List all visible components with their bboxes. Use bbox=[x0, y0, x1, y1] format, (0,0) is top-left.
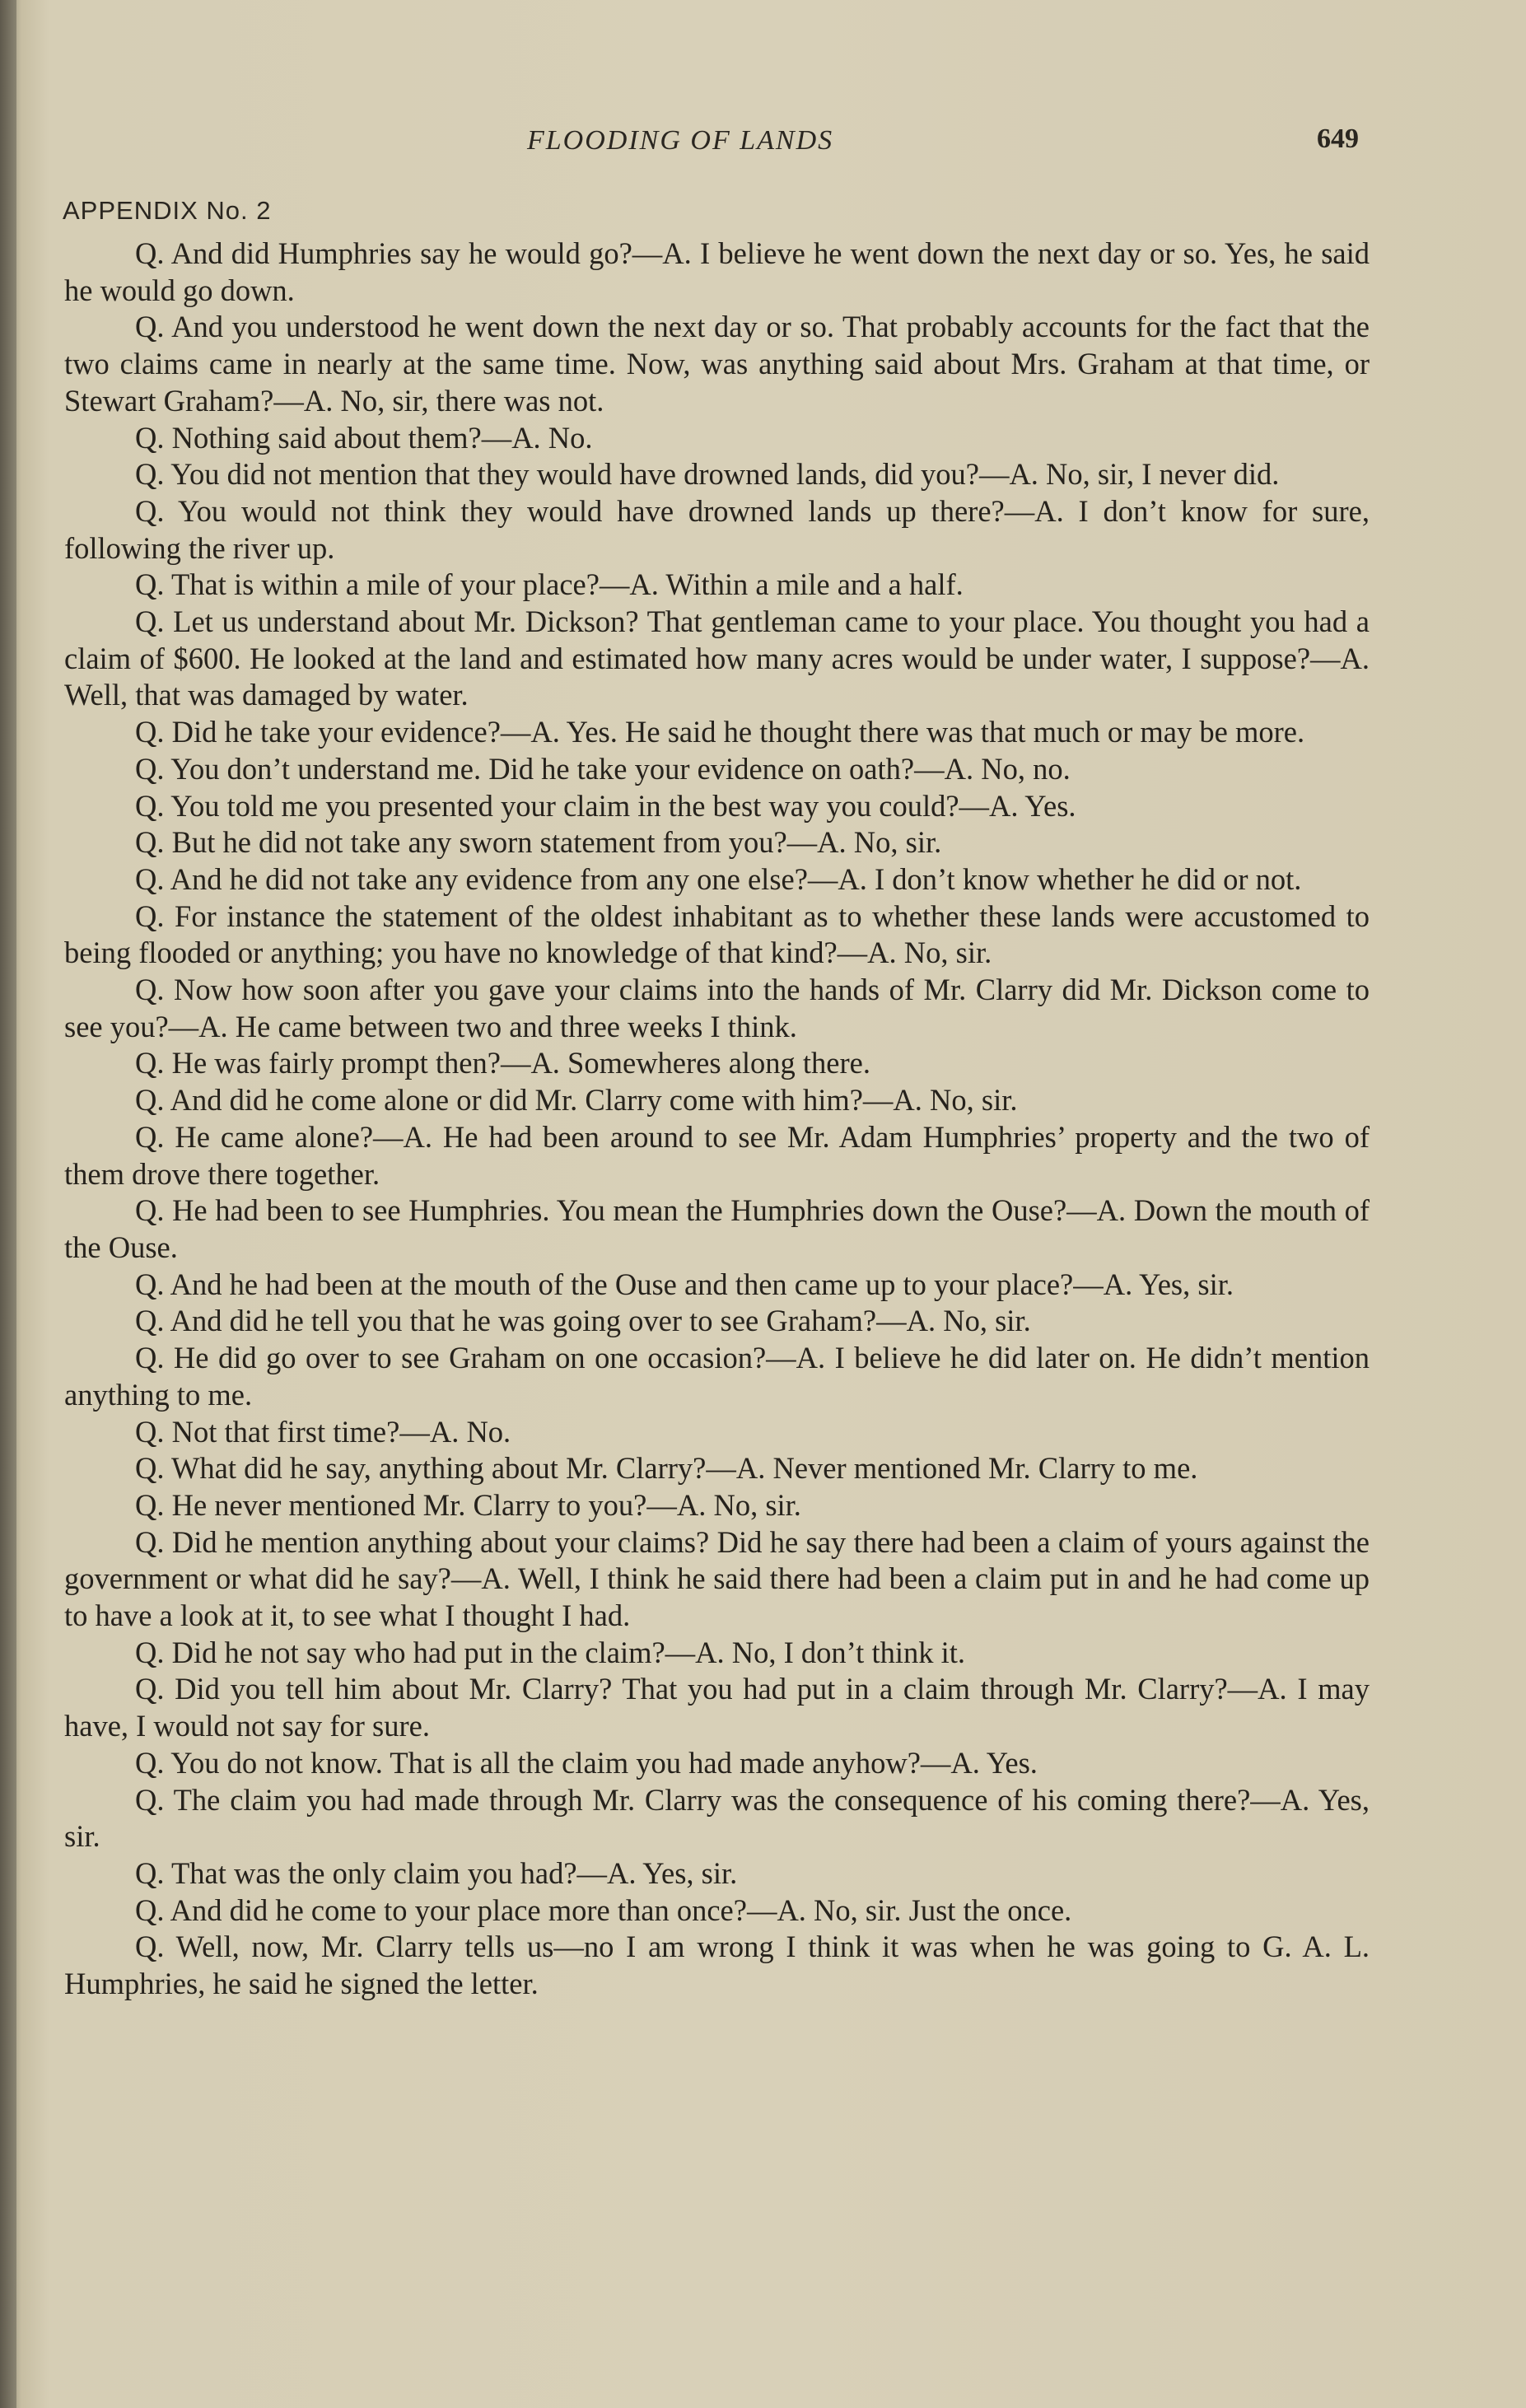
testimony-paragraph: Q. You do not know. That is all the claim you had made anyhow?—A. Yes. bbox=[135, 1745, 1038, 1780]
testimony-paragraph: Q. Now how soon after you gave your claims into the hands of Mr. Clarry did Mr. Dickson come to see you?—A. He came between two and three weeks I think. bbox=[64, 973, 1370, 1043]
testimony-paragraph: Q. You told me you presented your claim in the best way you could?—A. Yes. bbox=[135, 788, 1076, 823]
page-number: 649 bbox=[1317, 124, 1359, 154]
testimony-paragraph: Q. He never mentioned Mr. Clarry to you?—A. No, sir. bbox=[135, 1487, 801, 1522]
testimony-paragraph: Q. And he did not take any evidence from any one else?—A. I don’t know whether he did or not. bbox=[135, 861, 1302, 896]
testimony-paragraph: Q. And did he tell you that he was going over to see Graham?—A. No, sir. bbox=[135, 1304, 1031, 1338]
testimony-paragraph: Q. Did you tell him about Mr. Clarry? That you had put in a claim through Mr. Clarry?—A. I may have, I would not say for sure. bbox=[64, 1672, 1370, 1743]
testimony-paragraph: Q. You would not think they would have drowned lands up there?—A. I don’t know for sure, following the river up. bbox=[64, 493, 1370, 565]
book-spine-shadow bbox=[0, 0, 16, 2408]
testimony-paragraph: Q. He did go over to see Graham on one occasion?—A. I believe he did later on. He didn’t mention anything to me. bbox=[64, 1341, 1370, 1412]
testimony-paragraph: Q. He had been to see Humphries. You mean the Humphries down the Ouse?—A. Down the mouth of the Ouse. bbox=[64, 1193, 1370, 1264]
testimony-paragraph: Q. And did Humphries say he would go?—A. I believe he went down the next day or so. Yes, he said he would go down. bbox=[64, 236, 1370, 307]
testimony-paragraph: Q. Did he take your evidence?—A. Yes. He said he thought there was that much or may be more. bbox=[135, 715, 1305, 749]
testimony-paragraph: Q. That was the only claim you had?—A. Yes, sir. bbox=[135, 1855, 738, 1890]
testimony-paragraph: Q. He came alone?—A. He had been around to see Mr. Adam Humphries’ property and the two of them drove there together. bbox=[64, 1119, 1370, 1191]
testimony-paragraph: Q. He was fairly prompt then?—A. Somewheres along there. bbox=[135, 1046, 870, 1080]
testimony-paragraph: Q. And did he come alone or did Mr. Clarry come with him?—A. No, sir. bbox=[135, 1083, 1018, 1118]
testimony-paragraph: Q. Let us understand about Mr. Dickson? That gentleman came to your place. You thought you had a claim of $600. He looked at the land and estimated how many acres would be under water, I suppose?—A. Well, that was damaged by water. bbox=[64, 604, 1370, 712]
testimony-paragraph: Q. That is within a mile of your place?—A. Within a mile and a half. bbox=[135, 567, 964, 602]
testimony-paragraph: Q. Did he not say who had put in the claim?—A. No, I don’t think it. bbox=[135, 1635, 966, 1669]
testimony-paragraph: Q. And did he come to your place more than once?—A. No, sir. Just the once. bbox=[135, 1892, 1072, 1927]
testimony-paragraph: Q. What did he say, anything about Mr. Clarry?—A. Never mentioned Mr. Clarry to me. bbox=[135, 1451, 1198, 1486]
testimony-paragraph: Q. Not that first time?—A. No. bbox=[135, 1414, 511, 1449]
testimony-paragraph: Q. But he did not take any sworn statement from you?—A. No, sir. bbox=[135, 825, 942, 860]
testimony-paragraph: Q. The claim you had made through Mr. Clarry was the consequence of his coming there?—A. Yes, sir. bbox=[64, 1782, 1370, 1854]
appendix-label: APPENDIX No. 2 bbox=[63, 196, 272, 225]
testimony-body bbox=[64, 236, 1370, 2003]
testimony-paragraph: Q. Nothing said about them?—A. No. bbox=[135, 420, 593, 455]
testimony-paragraph: Q. Did he mention anything about your claims? Did he say there had been a claim of yours against the government or what did he say?—A. Well, I think he said there had been a claim put in and he had come up to have a look at it, to see what I thought I had. bbox=[64, 1524, 1370, 1633]
testimony-paragraph: Q. And you understood he went down the next day or so. That probably accounts for the fact that the two claims came in nearly at the same time. Now, was anything said about Mrs. Graham at that time, or Stewart Graham?—A. No, sir, there was not. bbox=[64, 310, 1370, 418]
testimony-paragraph: Q. And he had been at the mouth of the Ouse and then came up to your place?—A. Yes, sir. bbox=[135, 1267, 1234, 1301]
testimony-paragraph: Q. Well, now, Mr. Clarry tells us—no I am wrong I think it was when he was going to G. A. L. Humphries, he said he signed the letter. bbox=[64, 1930, 1370, 2001]
testimony-paragraph: Q. You don’t understand me. Did he take your evidence on oath?—A. No, no. bbox=[135, 751, 1071, 786]
testimony-paragraph: Q. You did not mention that they would have drowned lands, did you?—A. No, sir, I never did. bbox=[135, 457, 1280, 492]
running-title: FLOODING OF LANDS bbox=[527, 125, 834, 156]
testimony-paragraph: Q. For instance the statement of the oldest inhabitant as to whether these lands were accustomed to being flooded or anything; you have no knowledge of that kind?—A. No, sir. bbox=[64, 898, 1370, 970]
running-head bbox=[66, 125, 1359, 161]
